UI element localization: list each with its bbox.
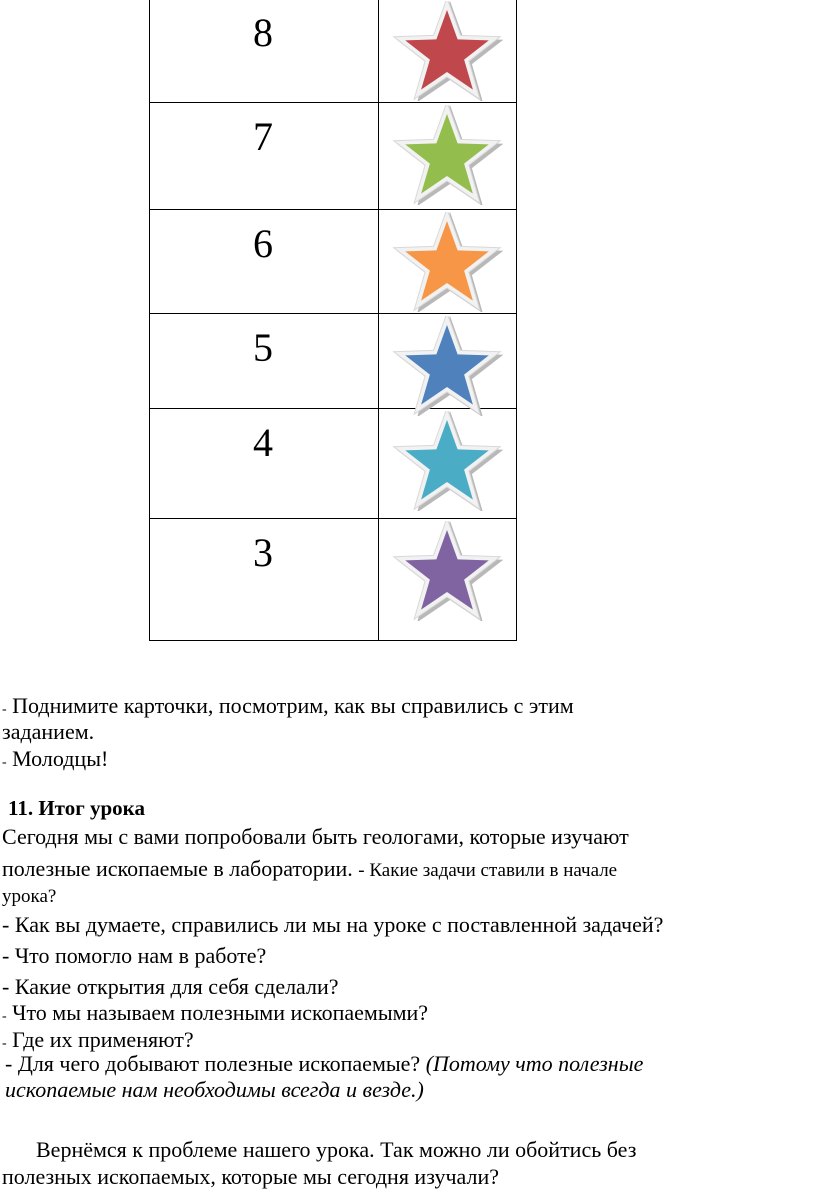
star-icon bbox=[387, 105, 505, 205]
summary-line-3: урока? bbox=[2, 886, 57, 907]
grade-number-cell bbox=[150, 103, 379, 210]
answer-text: (Потому что полезные bbox=[425, 1051, 644, 1076]
star-icon bbox=[387, 521, 505, 621]
star-cell bbox=[379, 409, 517, 519]
grade-number-cell bbox=[150, 519, 379, 641]
star-cell bbox=[379, 103, 517, 210]
star-cell bbox=[379, 0, 517, 103]
instruction-line-cont: заданием. bbox=[2, 719, 95, 744]
question-6-text: - Для чего добывают полезные ископаемые? bbox=[5, 1051, 426, 1076]
question-4-text: Что мы называем полезными ископаемыми? bbox=[12, 1000, 429, 1025]
dash: - bbox=[2, 1009, 7, 1024]
dash: - bbox=[2, 755, 7, 770]
praise-text: Молодцы! bbox=[12, 746, 109, 771]
star-icon bbox=[387, 1, 505, 101]
question-5-text: Где их применяют? bbox=[12, 1027, 194, 1052]
grade-number: 5 bbox=[253, 325, 273, 370]
star-icon bbox=[387, 411, 505, 511]
final-line-1: Вернёмся к проблеме нашего урока. Так можно ли обойтись без bbox=[36, 1137, 637, 1162]
grade-number-cell bbox=[150, 409, 379, 519]
question-1: - Как вы думаете, справились ли мы на уроке с поставленной задачей? bbox=[2, 912, 664, 937]
question-tasks: - Какие задачи ставили в начале bbox=[358, 860, 618, 881]
question-3: - Какие открытия для себя сделали? bbox=[2, 974, 339, 999]
grade-number-cell bbox=[150, 210, 379, 314]
grade-number: 4 bbox=[253, 420, 273, 465]
grade-number-cell bbox=[150, 0, 379, 103]
grade-row bbox=[150, 210, 517, 314]
section-heading: 11. Итог урока bbox=[8, 796, 145, 820]
summary-text: полезные ископаемые в лаборатории. bbox=[2, 856, 359, 881]
answer-line-2: ископаемые нам необходимы всегда и везде.) bbox=[5, 1077, 424, 1102]
grade-row bbox=[150, 0, 517, 103]
grade-row bbox=[150, 103, 517, 210]
grade-number-cell bbox=[150, 314, 379, 409]
question-4 bbox=[2, 1000, 428, 1030]
question-2: - Что помогло нам в работе? bbox=[2, 943, 267, 968]
summary-line-2 bbox=[2, 856, 617, 884]
star-cell bbox=[379, 519, 517, 641]
grade-number: 3 bbox=[253, 530, 273, 575]
question-6 bbox=[5, 1051, 643, 1077]
grade-row bbox=[150, 519, 517, 641]
grade-row bbox=[150, 409, 517, 519]
grade-table bbox=[149, 0, 517, 641]
dash: - bbox=[2, 702, 7, 717]
grade-number: 8 bbox=[253, 10, 273, 55]
star-icon bbox=[387, 212, 505, 312]
star-cell bbox=[379, 210, 517, 314]
summary-line-1: Сегодня мы с вами попробовали быть геологами, которые изучают bbox=[2, 824, 629, 849]
grade-number: 7 bbox=[253, 114, 273, 159]
star-icon bbox=[387, 316, 505, 416]
grade-number: 6 bbox=[253, 221, 273, 266]
dash: - bbox=[2, 1036, 7, 1051]
praise-line bbox=[2, 746, 108, 776]
grade-row bbox=[150, 314, 517, 409]
final-line-2: полезных ископаемых, которые мы сегодня изучали? bbox=[2, 1164, 499, 1189]
instruction-text: Поднимите карточки, посмотрим, как вы справились с этим bbox=[12, 693, 574, 718]
star-cell bbox=[379, 314, 517, 409]
